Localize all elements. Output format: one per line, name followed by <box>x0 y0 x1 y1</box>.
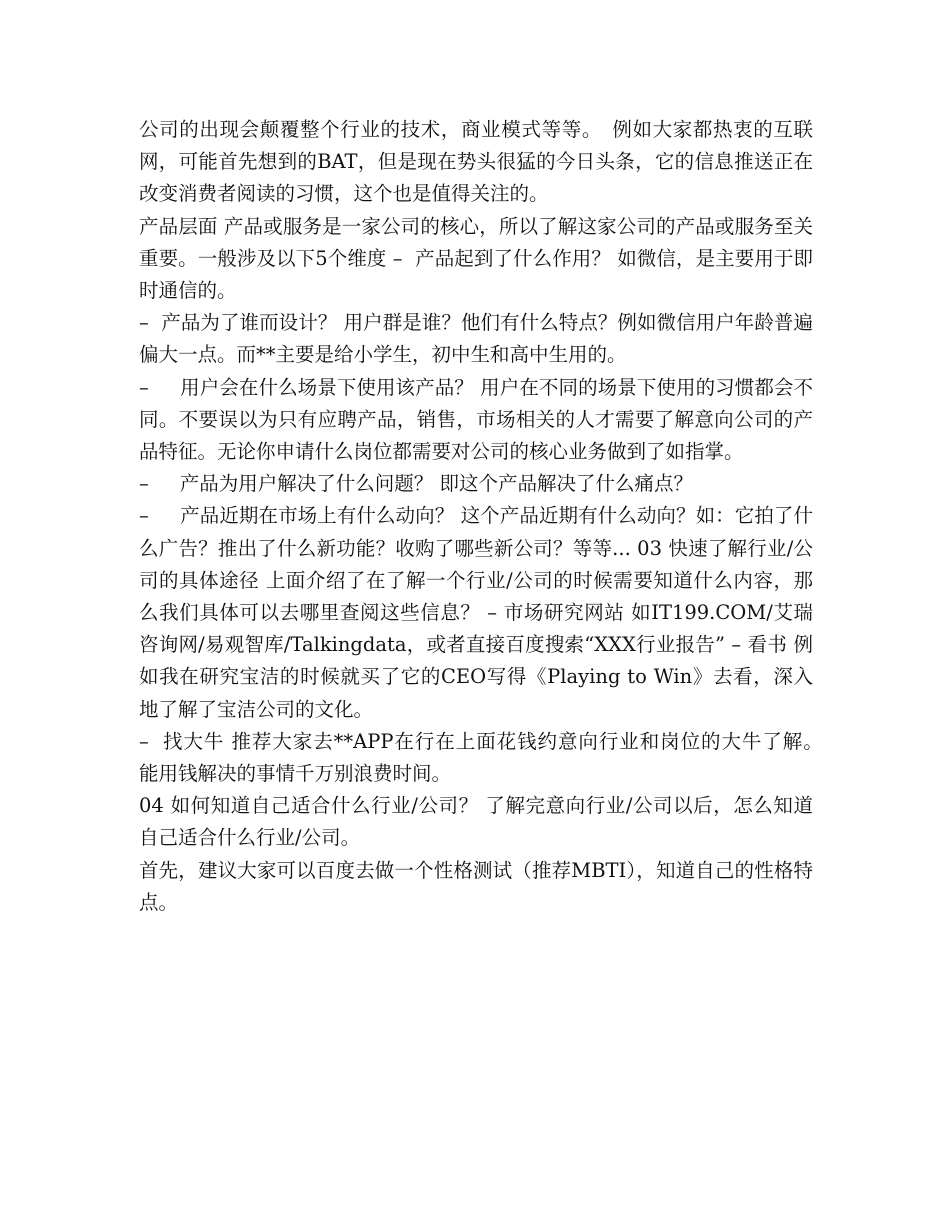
paragraph-6: – 产品近期在市场上有什么动向？ 这个产品近期有什么动向？如：它拍了什么广告？推出了什么新功能？收购了哪些新公司？等等... 03 快速了解行业/公司的具体途径 上面介绍了在了解一个行业/公司的时候需要知道什么内容，那么我们具体可以去哪里查阅这些信息？ – 市场研究网站 如IT199.COM/艾瑞咨询网/易观智库/Talkingdata，或者直接百度搜索“XXX行业报告” – 看书 例如我在研究宝洁的时候就买了它的CEO写得《Playing to Win》去看，深入地了解了宝洁公司的文化。 <box>139 504 813 721</box>
paragraph-3: – 产品为了谁而设计？ 用户群是谁？他们有什么特点？例如微信用户年龄普遍偏大一点。而**主要是给小学生，初中生和高中生用的。 <box>139 311 813 367</box>
document-body <box>139 114 833 919</box>
paragraph-9: 首先，建议大家可以百度去做一个性格测试（推荐MBTI），知道自己的性格特点。 <box>139 858 813 914</box>
paragraph-8: 04 如何知道自己适合什么行业/公司？ 了解完意向行业/公司以后，怎么知道自己适合什么行业/公司。 <box>139 794 813 850</box>
paragraph-1: 公司的出现会颠覆整个行业的技术，商业模式等等。 例如大家都热衷的互联网，可能首先想到的BAT，但是现在势头很猛的今日头条，它的信息推送正在改变消费者阅读的习惯，这个也是值得关注的。 <box>139 118 813 206</box>
paragraph-7: – 找大牛 推荐大家去**APP在行在上面花钱约意向行业和岗位的大牛了解。 能用钱解决的事情千万别浪费时间。 <box>139 729 833 786</box>
paragraph-2: 产品层面 产品或服务是一家公司的核心，所以了解这家公司的产品或服务至关重要。一般涉及以下5个维度 – 产品起到了什么作用？ 如微信，是主要用于即时通信的。 <box>139 214 813 303</box>
paragraph-4: – 用户会在什么场景下使用该产品？ 用户在不同的场景下使用的习惯都会不同。不要误以为只有应聘产品，销售，市场相关的人才需要了解意向公司的产品特征。无论你申请什么岗位都需要对公司的核心业务做到了如指掌。 <box>139 375 813 464</box>
paragraph-5: – 产品为用户解决了什么问题？ 即这个产品解决了什么痛点？ <box>139 472 693 496</box>
